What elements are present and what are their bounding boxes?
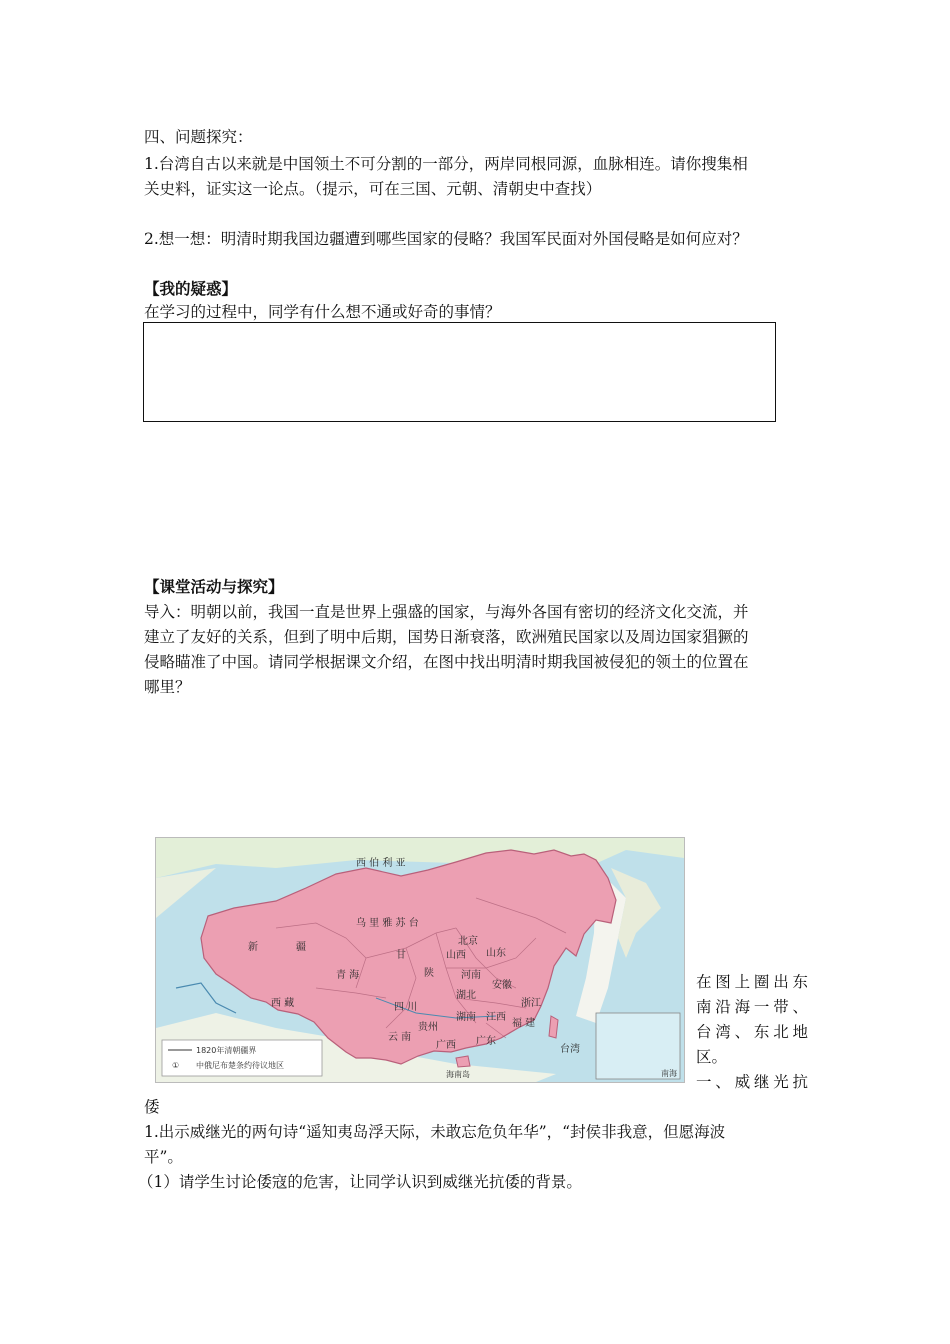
label-beijing: 北京 [458,936,478,947]
hainan-island [456,1056,470,1067]
lesson-point1-line1: 1.出示威继光的两句诗“遥知夷岛浮天际，未敢忘危负年华”，“封侯非我意，但愿海波 [144,1123,726,1141]
label-yunnan: 云 南 [388,1032,412,1043]
label-shandong: 山东 [486,948,506,959]
label-taiwan: 台湾 [560,1044,580,1055]
label-uliastai: 乌 里 雅 苏 台 [356,918,419,929]
label-guangxi: 广西 [436,1040,456,1051]
label-siberia: 西 伯 利 亚 [356,858,406,869]
section1-heading-end: 倭 [144,1098,160,1116]
label-hainan: 海南岛 [446,1070,470,1079]
side-note-line1: 在图上圈出东 [696,973,808,991]
doubt-answer-box[interactable] [143,322,776,422]
taiwan-island [549,1016,558,1038]
activity-intro-line1: 导入：明朝以前，我国一直是世界上强盛的国家，与海外各国有密切的经济文化交流，并 [144,603,749,621]
label-sichuan: 四 川 [394,1002,418,1013]
qing-territory-map [155,837,685,1083]
svg-text:1820年清朝疆界: 1820年清朝疆界 [196,1046,257,1055]
side-note-line2: 南沿海一带、 [696,998,808,1016]
label-xinjiang-2: 疆 [296,942,306,953]
inset-label: 南海 [661,1069,677,1078]
label-tibet: 西 藏 [271,998,295,1009]
label-jiangxi: 江西 [486,1012,506,1023]
side-note-line4: 区。 [696,1048,728,1066]
activity-intro-line2: 建立了友好的关系，但到了明中后期，国势日渐衰落，欧洲殖民国家以及周边国家猖獗的 [144,628,749,646]
label-qinghai: 青 海 [336,970,360,981]
svg-text:中俄尼布楚条约待议地区: 中俄尼布楚条约待议地区 [196,1061,284,1070]
svg-text:①: ① [172,1061,180,1070]
lesson-point1-sub1: （1）请学生讨论倭寇的危害，让同学认识到威继光抗倭的背景。 [138,1173,582,1191]
label-shaanxi: 陕 [424,968,434,979]
label-fujian: 福 建 [512,1018,536,1029]
question-2: 2.想一想：明清时期我国边疆遭到哪些国家的侵略？我国军民面对外国侵略是如何应对？ [144,230,748,248]
label-hunan: 湖南 [456,1012,476,1023]
label-henan: 河南 [461,970,481,981]
doubt-heading: 【我的疑惑】 [144,280,238,298]
label-gansu: 甘 [396,950,406,961]
label-shanxi: 山西 [446,950,466,961]
section1-heading-start: 一、威继光抗 [696,1073,808,1091]
question-1-line1: 1.台湾自古以来就是中国领土不可分割的一部分，两岸同根同源，血脉相连。请你搜集相 [144,155,748,173]
activity-intro-line4: 哪里？ [144,678,191,696]
activity-intro-line3: 侵略瞄准了中国。请同学根据课文介绍，在图中找出明清时期我国被侵犯的领土的位置在 [144,653,749,671]
activity-heading: 【课堂活动与探究】 [144,578,284,596]
label-guizhou: 贵州 [418,1022,438,1033]
map-legend [162,1040,322,1076]
section4-heading: 四、问题探究： [144,128,253,146]
label-anhui: 安徽 [492,980,512,991]
label-guangdong: 广东 [476,1036,496,1047]
question-1-line2: 关史料，证实这一论点。（提示，可在三国、元朝、清朝史中查找） [144,180,602,198]
label-xinjiang-1: 新 [248,942,258,953]
side-note-line3: 台湾、东北地 [696,1023,808,1041]
label-zhejiang: 浙江 [521,998,541,1009]
label-hubei: 湖北 [456,990,476,1001]
doubt-prompt: 在学习的过程中，同学有什么想不通或好奇的事情？ [144,303,501,321]
map-graphic [156,838,684,1082]
lesson-point1-line2: 平”。 [144,1148,183,1166]
